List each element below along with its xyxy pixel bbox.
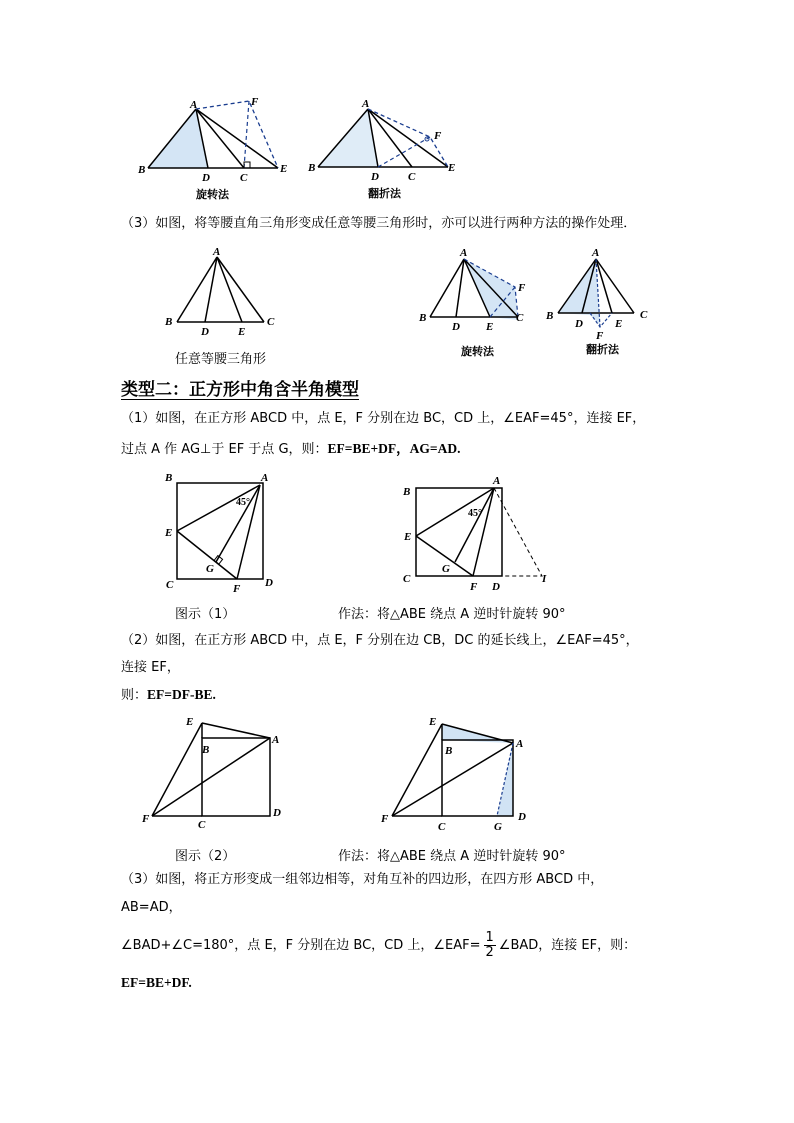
- para-1-line2: [121, 440, 460, 459]
- fold-label-e: E: [448, 162, 456, 174]
- para-2-line1: （2）如图，在正方形 ABCD 中，点 E，F 分别在边 CB，DC 的延长线上，∠EAF=45°，: [121, 633, 639, 648]
- iso-label-e: E: [238, 326, 246, 338]
- sq2r-label-f: F: [381, 813, 389, 825]
- square-fig-1-left: [164, 472, 273, 593]
- sq1r-label-c: C: [403, 573, 411, 585]
- iso-rot-label-d: D: [452, 321, 460, 333]
- iso-fold-label-a: A: [592, 247, 600, 259]
- fold-label-b: B: [308, 162, 316, 174]
- fraction-numerator: 1: [485, 930, 494, 945]
- para-2-line3-prefix: 则：: [121, 688, 148, 703]
- sq2-label-a: A: [272, 734, 280, 746]
- sq1-label-c: C: [166, 579, 174, 591]
- iso-fold-figure: [545, 247, 648, 342]
- sq1r-label-b: B: [403, 486, 411, 498]
- any-isosceles-caption: 任意等腰三角形: [175, 352, 267, 367]
- square-figures-1: [160, 468, 560, 593]
- iso-rot-label-c: C: [516, 312, 524, 324]
- iso-rotate-figure: [418, 247, 526, 333]
- sq1r-label-e: E: [404, 531, 412, 543]
- sq2r-label-e: E: [429, 716, 437, 728]
- sq1r-label-i: I: [542, 573, 547, 585]
- any-isosceles-figure: [164, 246, 275, 338]
- square-fig-1-right: [402, 475, 547, 593]
- sq1-label-b: B: [165, 472, 173, 484]
- square-figures-2: [140, 710, 540, 835]
- rotate-label-a: A: [190, 99, 198, 111]
- iso-fold-label-d: D: [575, 318, 583, 330]
- iso-fold-label-e: E: [615, 318, 623, 330]
- fold-label-c: C: [408, 171, 416, 183]
- fold-caption-row2: 翻折法: [586, 343, 619, 356]
- fold-label-f: F: [434, 130, 442, 142]
- para-1-result: EF=BE+DF，AG=AD.: [327, 441, 461, 456]
- para-3b-line3: [121, 930, 636, 962]
- sq1-caption-left: 图示（1）: [175, 607, 236, 622]
- sq2r-label-g: G: [494, 821, 502, 833]
- rotate-label-c: C: [240, 172, 248, 184]
- para-2-line2: 连接 EF，: [121, 660, 180, 675]
- para-3b-line3-suffix: ∠BAD，连接 EF，则：: [498, 938, 637, 953]
- iso-label-d: D: [201, 326, 209, 338]
- sq2-label-d: D: [273, 807, 281, 819]
- angle-label-1b: 45°: [468, 508, 482, 519]
- sq1r-label-f: F: [470, 581, 478, 593]
- sq2-label-b: B: [202, 744, 210, 756]
- square-fig-2-left: [141, 716, 281, 831]
- sq1-caption-right: 作法：将△ABE 绕点 A 逆时针旋转 90°: [338, 607, 566, 622]
- para-3b-line2: AB=AD，: [121, 900, 182, 915]
- rotate-caption-row2: 旋转法: [461, 345, 494, 358]
- sq2-caption-right: 作法：将△ABE 绕点 A 逆时针旋转 90°: [338, 849, 566, 864]
- rotate-caption-top: 旋转法: [196, 188, 229, 201]
- angle-label-1: 45°: [236, 497, 250, 508]
- iso-rot-label-b: B: [419, 312, 427, 324]
- iso-label-c: C: [267, 316, 275, 328]
- iso-rot-label-a: A: [460, 247, 468, 259]
- iso-fold-label-c: C: [640, 309, 648, 321]
- section-heading: 类型二：正方形中角含半角模型: [121, 380, 359, 400]
- iso-fold-label-f: F: [596, 330, 604, 342]
- para-3b-line1: （3）如图，将正方形变成一组邻边相等，对角互补的四边形，在四方形 ABCD 中，: [121, 872, 604, 887]
- fold-figure: [307, 98, 455, 183]
- sq1-label-g: G: [206, 563, 214, 575]
- sq1-label-f: F: [233, 583, 241, 593]
- fold-label-d: D: [371, 171, 379, 183]
- iso-fold-label-b: B: [546, 310, 554, 322]
- fraction-half: [484, 931, 496, 960]
- top-figures: [130, 95, 460, 205]
- square-fig-2-right: [380, 716, 526, 833]
- fold-label-a: A: [362, 98, 370, 110]
- para-1-line1: （1）如图，在正方形 ABCD 中，点 E，F 分别在边 BC，CD 上，∠EAF=45°，连接 EF，: [121, 411, 646, 426]
- para-1-line2-prefix: 过点 A 作 AG⊥于 EF 于点 G，则：: [121, 442, 328, 457]
- sq1-label-a: A: [261, 472, 269, 484]
- sq1r-label-g: G: [442, 563, 450, 575]
- para-2-result: EF=DF-BE.: [147, 687, 216, 702]
- iso-label-b: B: [165, 316, 173, 328]
- rotate-label-e: E: [280, 163, 288, 175]
- iso-label-a: A: [213, 246, 221, 258]
- sq2-label-e: E: [186, 716, 194, 728]
- sq2-label-c: C: [198, 819, 206, 831]
- para-3b-line3-prefix: ∠BAD+∠C=180°，点 E，F 分别在边 BC，CD 上，∠EAF=: [121, 938, 481, 953]
- sq2r-label-a: A: [516, 738, 524, 750]
- sq1-label-e: E: [165, 527, 173, 539]
- rotate-label-f: F: [251, 96, 259, 108]
- sq1-label-d: D: [265, 577, 273, 589]
- para-3a: （3）如图，将等腰直角三角形变成任意等腰三角形时，亦可以进行两种方法的操作处理．: [121, 216, 637, 231]
- sq1r-label-d: D: [492, 581, 500, 593]
- rotate-figure: [137, 96, 287, 184]
- fold-caption-top: 翻折法: [368, 187, 401, 200]
- sq2r-label-b: B: [445, 745, 453, 757]
- rotate-label-b: B: [138, 164, 146, 176]
- sq2r-label-c: C: [438, 821, 446, 833]
- isosceles-figures: [160, 245, 660, 350]
- para-2-line3: [121, 686, 216, 705]
- sq2-label-f: F: [142, 813, 150, 825]
- iso-rot-label-e: E: [486, 321, 494, 333]
- para-3b-line4: EF=BE+DF.: [121, 975, 192, 990]
- sq2r-label-d: D: [518, 811, 526, 823]
- fraction-denominator: 2: [485, 945, 494, 960]
- iso-rot-label-f: F: [518, 282, 526, 294]
- sq1r-label-a: A: [493, 475, 501, 487]
- rotate-label-d: D: [202, 172, 210, 184]
- sq2-caption-left: 图示（2）: [175, 849, 236, 864]
